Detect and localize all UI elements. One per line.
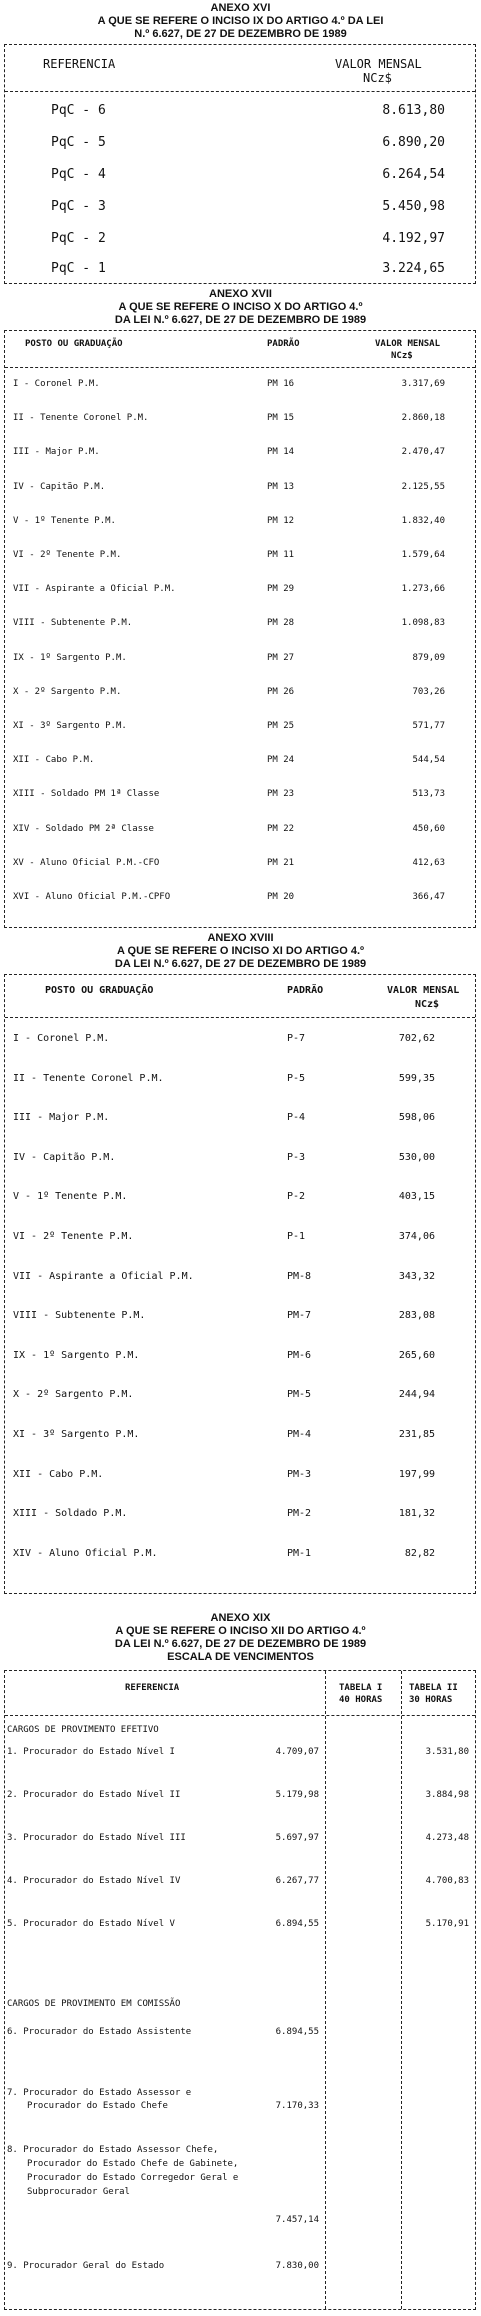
annex-17-padrao: PM 12 <box>267 515 295 526</box>
annex-18-padrao: PM-5 <box>287 1389 312 1401</box>
annex-16-ref: PqC - 2 <box>51 231 106 246</box>
annex-19-t1: 7.830,00 <box>275 2261 319 2271</box>
annex-17-valor: 412,63 <box>412 857 445 868</box>
annex-18-padrao: PM-7 <box>287 1310 312 1322</box>
annex-17-valor: 703,26 <box>412 686 445 697</box>
annex-17-posto: III - Major P.M. <box>13 447 100 458</box>
annex-17-valor: 366,47 <box>412 892 445 902</box>
annex-18-posto: V - 1º Tenente P.M. <box>13 1191 128 1203</box>
annex-18-header <box>0 932 481 971</box>
annex-17-padrao: PM 23 <box>267 789 295 800</box>
annex-19-t2: 3.531,80 <box>425 1747 469 1757</box>
annex-16-ref: PqC - 5 <box>51 135 106 150</box>
annex-16-subtitle-2: N.º 6.627, DE 27 DE DEZEMBRO DE 1989 <box>134 28 347 40</box>
annex-17-padrao: PM 27 <box>267 652 295 663</box>
annex-19-ref: Procurador do Estado Chefe <box>27 2101 168 2111</box>
annex-16-header-divider <box>5 91 475 92</box>
annex-16-table <box>4 44 476 284</box>
annex-18-valor: 181,32 <box>398 1508 435 1520</box>
annex-17-valor: 879,09 <box>412 652 445 663</box>
annex-19-col-divider-2 <box>401 1671 402 2309</box>
annex-17-valor: 450,60 <box>412 823 445 834</box>
annex-17-valor: 1.579,64 <box>401 550 445 560</box>
annex-18-valor: 283,08 <box>398 1310 435 1322</box>
annex-16-val: 4.192,97 <box>382 231 445 246</box>
annex-17-posto: XIII - Soldado PM 1ª Classe <box>13 789 160 800</box>
annex-18-posto: X - 2º Sargento P.M. <box>13 1389 134 1401</box>
annex-17-padrao: PM 16 <box>267 379 295 389</box>
annex-16-title: ANEXO XVI <box>210 2 271 14</box>
annex-18-posto: I - Coronel P.M. <box>13 1033 110 1044</box>
annex-16-ref: PqC - 6 <box>51 103 106 118</box>
annex-16-ref: PqC - 3 <box>51 199 106 214</box>
annex-19-col-tabela-1: TABELA I <box>339 1683 383 1693</box>
annex-18-valor: 231,85 <box>398 1429 435 1440</box>
annex-19-t1: 5.697,97 <box>275 1833 319 1843</box>
annex-17-posto: V - 1º Tenente P.M. <box>13 515 116 526</box>
annex-19-t1: 6.267,77 <box>275 1876 319 1886</box>
annex-17-padrao: PM 21 <box>267 857 295 868</box>
annex-18-posto: VI - 2º Tenente P.M. <box>13 1231 134 1242</box>
annex-18-posto: VII - Aspirante a Oficial P.M. <box>13 1270 194 1282</box>
annex-18-padrao: P-2 <box>287 1191 306 1203</box>
annex-18-valor: 197,99 <box>398 1468 435 1480</box>
annex-18-padrao: PM-4 <box>287 1429 312 1440</box>
annex-18-posto: III - Major P.M. <box>13 1112 110 1124</box>
annex-19-ref: 2. Procurador do Estado Nível II <box>7 1790 181 1800</box>
annex-18-posto: XIV - Aluno Oficial P.M. <box>13 1547 158 1559</box>
annex-17-posto: X - 2º Sargento P.M. <box>13 686 122 697</box>
annex-18-valor: 702,62 <box>398 1033 435 1044</box>
annex-17-valor: 2.125,55 <box>401 481 445 492</box>
annex-19-title: ANEXO XIX <box>210 1612 271 1624</box>
annex-17-col-posto: POSTO OU GRADUAÇÃO <box>25 339 123 349</box>
annex-17-posto: XII - Cabo P.M. <box>13 755 95 766</box>
annex-18-valor: 244,94 <box>398 1389 435 1401</box>
annex-18-padrao: P-5 <box>287 1072 306 1084</box>
annex-18-table <box>4 974 476 1594</box>
annex-18-subtitle-1: A QUE SE REFERE O INCISO XI DO ARTIGO 4.º <box>116 945 365 957</box>
annex-19-t2: 4.273,48 <box>425 1833 469 1843</box>
annex-17-padrao: PM 29 <box>267 584 295 595</box>
annex-19-col-referencia: REFERENCIA <box>125 1683 180 1693</box>
annex-17-posto: VI - 2º Tenente P.M. <box>13 550 122 560</box>
annex-19-col-40h: 40 HORAS <box>339 1695 383 1705</box>
annex-18-subtitle-2: DA LEI N.º 6.627, DE 27 DE DEZEMBRO DE 1989 <box>114 958 367 970</box>
annex-16-val: 8.613,80 <box>382 103 445 118</box>
annex-19-t2: 3.884,98 <box>425 1790 469 1800</box>
annex-16-val: 5.450,98 <box>382 199 445 214</box>
annex-19-ref: Procurador do Estado Chefe de Gabinete, <box>27 2159 239 2169</box>
annex-18-padrao: P-7 <box>287 1033 306 1044</box>
annex-19-subtitle-2: DA LEI N.º 6.627, DE 27 DE DEZEMBRO DE 1989 <box>114 1638 367 1650</box>
annex-19-ref: Procurador do Estado Corregedor Geral e <box>27 2173 239 2183</box>
annex-17-padrao: PM 25 <box>267 721 295 731</box>
annex-18-valor: 343,32 <box>398 1270 435 1282</box>
annex-17-valor: 1.098,83 <box>401 618 445 629</box>
annex-19-ref: 9. Procurador Geral do Estado <box>7 2261 165 2271</box>
annex-17-table <box>4 330 476 928</box>
annex-17-padrao: PM 14 <box>267 447 295 458</box>
annex-19-col-divider-1 <box>325 1671 326 2309</box>
annex-17-subtitle-2: DA LEI N.º 6.627, DE 27 DE DEZEMBRO DE 1989 <box>114 314 367 326</box>
annex-17-valor: 571,77 <box>412 721 445 731</box>
annex-16-val: 3.224,65 <box>382 261 445 276</box>
annex-16-ref: PqC - 1 <box>51 261 106 276</box>
annex-19-group-label: CARGOS DE PROVIMENTO EM COMISSÃO <box>7 1999 181 2009</box>
annex-18-col-posto: POSTO OU GRADUAÇÃO <box>45 985 154 996</box>
annex-16-header <box>0 2 481 41</box>
annex-19-ref: 7. Procurador do Estado Assessor e <box>7 2088 192 2098</box>
annex-19-table <box>4 1670 476 2310</box>
annex-18-padrao: P-4 <box>287 1112 306 1124</box>
annex-19-ref: 6. Procurador do Estado Assistente <box>7 2027 192 2037</box>
annex-17-valor: 3.317,69 <box>401 379 445 389</box>
annex-19-ref: 5. Procurador do Estado Nível V <box>7 1919 175 1929</box>
annex-18-valor: 374,06 <box>398 1231 435 1242</box>
annex-18-posto: IV - Capitão P.M. <box>13 1151 116 1163</box>
annex-17-padrao: PM 11 <box>267 550 295 560</box>
annex-18-valor: 530,00 <box>398 1151 435 1163</box>
annex-17-padrao: PM 28 <box>267 618 295 629</box>
annex-18-padrao: PM-6 <box>287 1349 312 1361</box>
annex-17-valor: 1.273,66 <box>401 584 445 595</box>
annex-18-posto: XI - 3º Sargento P.M. <box>13 1429 140 1440</box>
annex-19-header-divider <box>5 1715 475 1716</box>
annex-18-padrao: PM-3 <box>287 1468 312 1480</box>
annex-19-ref: 4. Procurador do Estado Nível IV <box>7 1876 181 1886</box>
annex-17-valor: 2.860,18 <box>401 413 445 424</box>
annex-18-title: ANEXO XVIII <box>207 932 274 944</box>
annex-19-subtitle-1: A QUE SE REFERE O INCISO XII DO ARTIGO 4.º <box>115 1625 366 1637</box>
annex-17-posto: IV - Capitão P.M. <box>13 481 106 492</box>
annex-19-ref: 8. Procurador do Estado Assessor Chefe, <box>7 2145 219 2155</box>
annex-16-col-valor: VALOR MENSAL <box>335 57 422 71</box>
annex-19-t1: 6.894,55 <box>275 1919 319 1929</box>
annex-19-t1: 7.170,33 <box>275 2101 319 2111</box>
annex-17-valor: 2.470,47 <box>401 447 445 458</box>
annex-17-posto: XI - 3º Sargento P.M. <box>13 721 127 731</box>
annex-16-subtitle-1: A QUE SE REFERE O INCISO IX DO ARTIGO 4.º DA LEI <box>97 15 384 27</box>
annex-17-padrao: PM 26 <box>267 686 295 697</box>
annex-18-padrao: P-3 <box>287 1151 306 1163</box>
annex-17-padrao: PM 15 <box>267 413 295 424</box>
annex-19-t1: 6.894,55 <box>275 2027 319 2037</box>
annex-19-ref: 3. Procurador do Estado Nível III <box>7 1833 186 1843</box>
annex-16-col-referencia: REFERENCIA <box>43 57 116 71</box>
annex-17-posto: I - Coronel P.M. <box>13 379 100 389</box>
annex-19-col-tabela-2: TABELA II <box>409 1683 458 1693</box>
annex-17-col-padrao: PADRÃO <box>267 339 300 349</box>
annex-17-col-valor: VALOR MENSAL <box>375 339 441 349</box>
annex-16-val: 6.890,20 <box>382 135 445 150</box>
annex-19-t1: 4.709,07 <box>275 1747 319 1757</box>
annex-18-col-unit: NCz$ <box>415 999 440 1010</box>
annex-17-posto: XVI - Aluno Oficial P.M.-CPFO <box>13 892 171 902</box>
annex-17-header <box>0 288 481 327</box>
annex-18-posto: IX - 1º Sargento P.M. <box>13 1349 140 1361</box>
annex-19-col-30h: 30 HORAS <box>409 1695 453 1705</box>
annex-17-padrao: PM 22 <box>267 823 295 834</box>
annex-18-col-valor: VALOR MENSAL <box>387 985 460 996</box>
annex-17-subtitle-1: A QUE SE REFERE O INCISO X DO ARTIGO 4.º <box>118 301 363 313</box>
annex-17-valor: 1.832,40 <box>401 515 445 526</box>
annex-17-posto: VIII - Subtenente P.M. <box>13 618 133 629</box>
annex-17-valor: 544,54 <box>412 755 445 766</box>
annex-17-valor: 513,73 <box>412 789 445 800</box>
annex-17-posto: IX - 1º Sargento P.M. <box>13 652 127 663</box>
annex-17-padrao: PM 13 <box>267 481 295 492</box>
annex-19-group-label: CARGOS DE PROVIMENTO EFETIVO <box>7 1725 159 1735</box>
annex-16-ref: PqC - 4 <box>51 167 106 182</box>
annex-18-valor: 599,35 <box>398 1072 435 1084</box>
annex-17-posto: II - Tenente Coronel P.M. <box>13 413 149 424</box>
annex-18-posto: VIII - Subtenente P.M. <box>13 1310 146 1322</box>
annex-18-padrao: PM-2 <box>287 1508 312 1520</box>
annex-19-ref: Subprocurador Geral <box>27 2187 130 2197</box>
annex-18-col-padrao: PADRÃO <box>287 985 324 996</box>
annex-17-padrao: PM 24 <box>267 755 295 766</box>
annex-19-ref: 1. Procurador do Estado Nível I <box>7 1747 175 1757</box>
annex-18-padrao: PM-1 <box>287 1547 312 1559</box>
annex-19-t1: 7.457,14 <box>275 2215 319 2225</box>
annex-18-posto: II - Tenente Coronel P.M. <box>13 1072 164 1084</box>
annex-17-padrao: PM 20 <box>267 892 295 902</box>
annex-18-valor: 265,60 <box>398 1349 435 1361</box>
annex-18-padrao: PM-8 <box>287 1270 312 1282</box>
annex-18-valor: 598,06 <box>398 1112 435 1124</box>
annex-17-posto: XV - Aluno Oficial P.M.-CFO <box>13 857 160 868</box>
annex-17-header-divider <box>5 367 475 368</box>
annex-19-header <box>0 1612 481 1664</box>
annex-17-posto: XIV - Soldado PM 2ª Classe <box>13 823 154 834</box>
annex-18-padrao: P-1 <box>287 1231 306 1242</box>
annex-18-posto: XIII - Soldado P.M. <box>13 1508 128 1520</box>
annex-18-valor: 82,82 <box>404 1547 435 1559</box>
annex-17-posto: VII - Aspirante a Oficial P.M. <box>13 584 176 595</box>
annex-19-t2: 4.700,83 <box>425 1876 469 1886</box>
annex-16-val: 6.264,54 <box>382 167 445 182</box>
annex-19-t2: 5.170,91 <box>425 1919 469 1929</box>
annex-17-col-unit: NCz$ <box>391 351 413 361</box>
annex-18-posto: XII - Cabo P.M. <box>13 1468 104 1480</box>
annex-16-col-unit: NCz$ <box>363 71 392 85</box>
annex-17-title: ANEXO XVII <box>209 288 272 300</box>
annex-18-valor: 403,15 <box>398 1191 435 1203</box>
annex-18-header-divider <box>5 1017 475 1018</box>
annex-19-t1: 5.179,98 <box>275 1790 319 1800</box>
annex-19-subtitle-3: ESCALA DE VENCIMENTOS <box>167 1651 314 1663</box>
